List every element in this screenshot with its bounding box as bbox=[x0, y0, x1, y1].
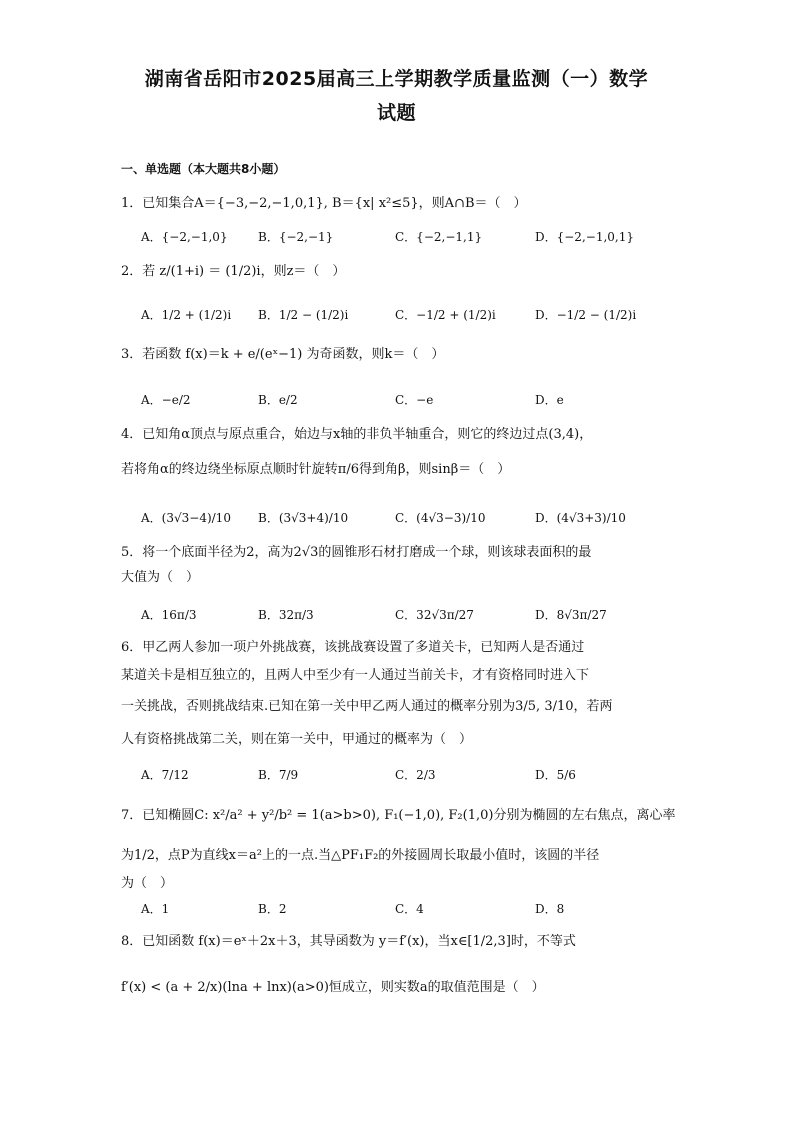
question-4-stem-line-1: 4．已知角α顶点与原点重合，始边与x轴的非负半轴重合，则它的终边过点(3,4)， bbox=[121, 427, 593, 442]
title-line-1: 湖南省岳阳市2025届高三上学期教学质量监测（一）数学 bbox=[144, 68, 649, 90]
section-header: 一、单选题（本大题共8小题） bbox=[121, 162, 286, 176]
question-6-stem-line-4: 人有资格挑战第二关，则在第一关中，甲通过的概率为（ ） bbox=[121, 732, 473, 747]
option-a: A．7/12 bbox=[141, 767, 189, 782]
question-6-options bbox=[141, 760, 681, 788]
option-c: C．2/3 bbox=[395, 767, 436, 782]
page-title bbox=[110, 62, 683, 130]
question-7-stem-line-3: 为（ ） bbox=[121, 876, 174, 891]
option-b: B．1/2 − (1/2)i bbox=[258, 307, 349, 322]
option-c: C．(4√3−3)/10 bbox=[395, 510, 486, 525]
option-b: B．32π/3 bbox=[258, 607, 314, 622]
option-c: C．{−2,−1,1} bbox=[395, 229, 483, 244]
question-4-stem-line-2: 若将角α的终边绕坐标原点顺时针旋转π/6得到角β，则sinβ＝（ ） bbox=[121, 462, 511, 477]
question-2-options bbox=[141, 300, 681, 328]
question-4-options bbox=[141, 503, 681, 531]
question-7-options bbox=[141, 894, 681, 922]
question-7-stem-line-2: 为1/2，点P为直线x＝a²上的一点.当△PF₁F₂的外接圆周长取最小值时，该圆的半径 bbox=[121, 848, 600, 863]
question-5-stem-line-1: 5．将一个底面半径为2，高为2√3的圆锥形石材打磨成一个球，则该球表面积的最 bbox=[121, 545, 592, 560]
option-c: C．4 bbox=[395, 901, 424, 916]
question-8-stem-line-1: 8．已知函数 f(x)＝eˣ＋2x＋3，其导函数为 y＝f′(x)，当x∈[1/2,3]时，不等式 bbox=[121, 934, 576, 949]
option-b: B．{−2,−1} bbox=[258, 229, 334, 244]
question-3-stem: 3．若函数 f(x)＝k + e/(eˣ−1) 为奇函数，则k＝（ ） bbox=[121, 347, 445, 362]
question-6-stem-line-3: 一关挑战，否则挑战结束.已知在第一关中甲乙两人通过的概率分别为3/5, 3/10，若两 bbox=[121, 699, 613, 714]
option-d: D．8√3π/27 bbox=[535, 607, 607, 622]
question-1-stem: 1．已知集合A＝{−3,−2,−1,0,1}, B＝{x| x²≤5}，则A∩B＝（ ） bbox=[121, 196, 527, 211]
question-6-stem-line-2: 某道关卡是相互独立的，且两人中至少有一人通过当前关卡，才有资格同时进入下 bbox=[121, 668, 590, 683]
option-a: A．16π/3 bbox=[141, 607, 197, 622]
question-8-stem-line-2: f′(x) < (a + 2/x)(lna + lnx)(a>0)恒成立，则实数a的取值范围是（ ） bbox=[121, 980, 545, 995]
option-c: C．−1/2 + (1/2)i bbox=[395, 307, 496, 322]
option-c: C．32√3π/27 bbox=[395, 607, 474, 622]
option-a: A．{−2,−1,0} bbox=[141, 229, 228, 244]
question-5-options bbox=[141, 600, 681, 628]
option-d: D．−1/2 − (1/2)i bbox=[535, 307, 637, 322]
option-d: D．{−2,−1,0,1} bbox=[535, 229, 634, 244]
option-d: D．(4√3+3)/10 bbox=[535, 510, 626, 525]
option-c: C．−e bbox=[395, 392, 434, 407]
option-a: A．−e/2 bbox=[141, 392, 191, 407]
question-2-stem: 2．若 z/(1+i) ＝ (1/2)i，则z＝（ ） bbox=[121, 264, 346, 279]
option-a: A．1/2 + (1/2)i bbox=[141, 307, 232, 322]
option-d: D．5/6 bbox=[535, 767, 576, 782]
question-7-stem-line-1: 7．已知椭圆C: x²/a² + y²/b² = 1(a>b>0), F₁(−1,0), F₂(1,0)分别为椭圆的左右焦点，离心率 bbox=[121, 808, 676, 823]
option-a: A．1 bbox=[141, 901, 170, 916]
question-5-stem-line-2: 大值为（ ） bbox=[121, 570, 200, 585]
option-d: D．8 bbox=[535, 901, 565, 916]
option-b: B．2 bbox=[258, 901, 287, 916]
option-b: B．(3√3+4)/10 bbox=[258, 510, 349, 525]
option-d: D．e bbox=[535, 392, 564, 407]
option-a: A．(3√3−4)/10 bbox=[141, 510, 231, 525]
title-line-2: 试题 bbox=[376, 102, 416, 124]
option-b: B．7/9 bbox=[258, 767, 299, 782]
question-1-options bbox=[141, 222, 681, 250]
option-b: B．e/2 bbox=[258, 392, 298, 407]
question-6-stem-line-1: 6．甲乙两人参加一项户外挑战赛，该挑战赛设置了多道关卡，已知两人是否通过 bbox=[121, 640, 585, 655]
question-3-options bbox=[141, 385, 681, 413]
